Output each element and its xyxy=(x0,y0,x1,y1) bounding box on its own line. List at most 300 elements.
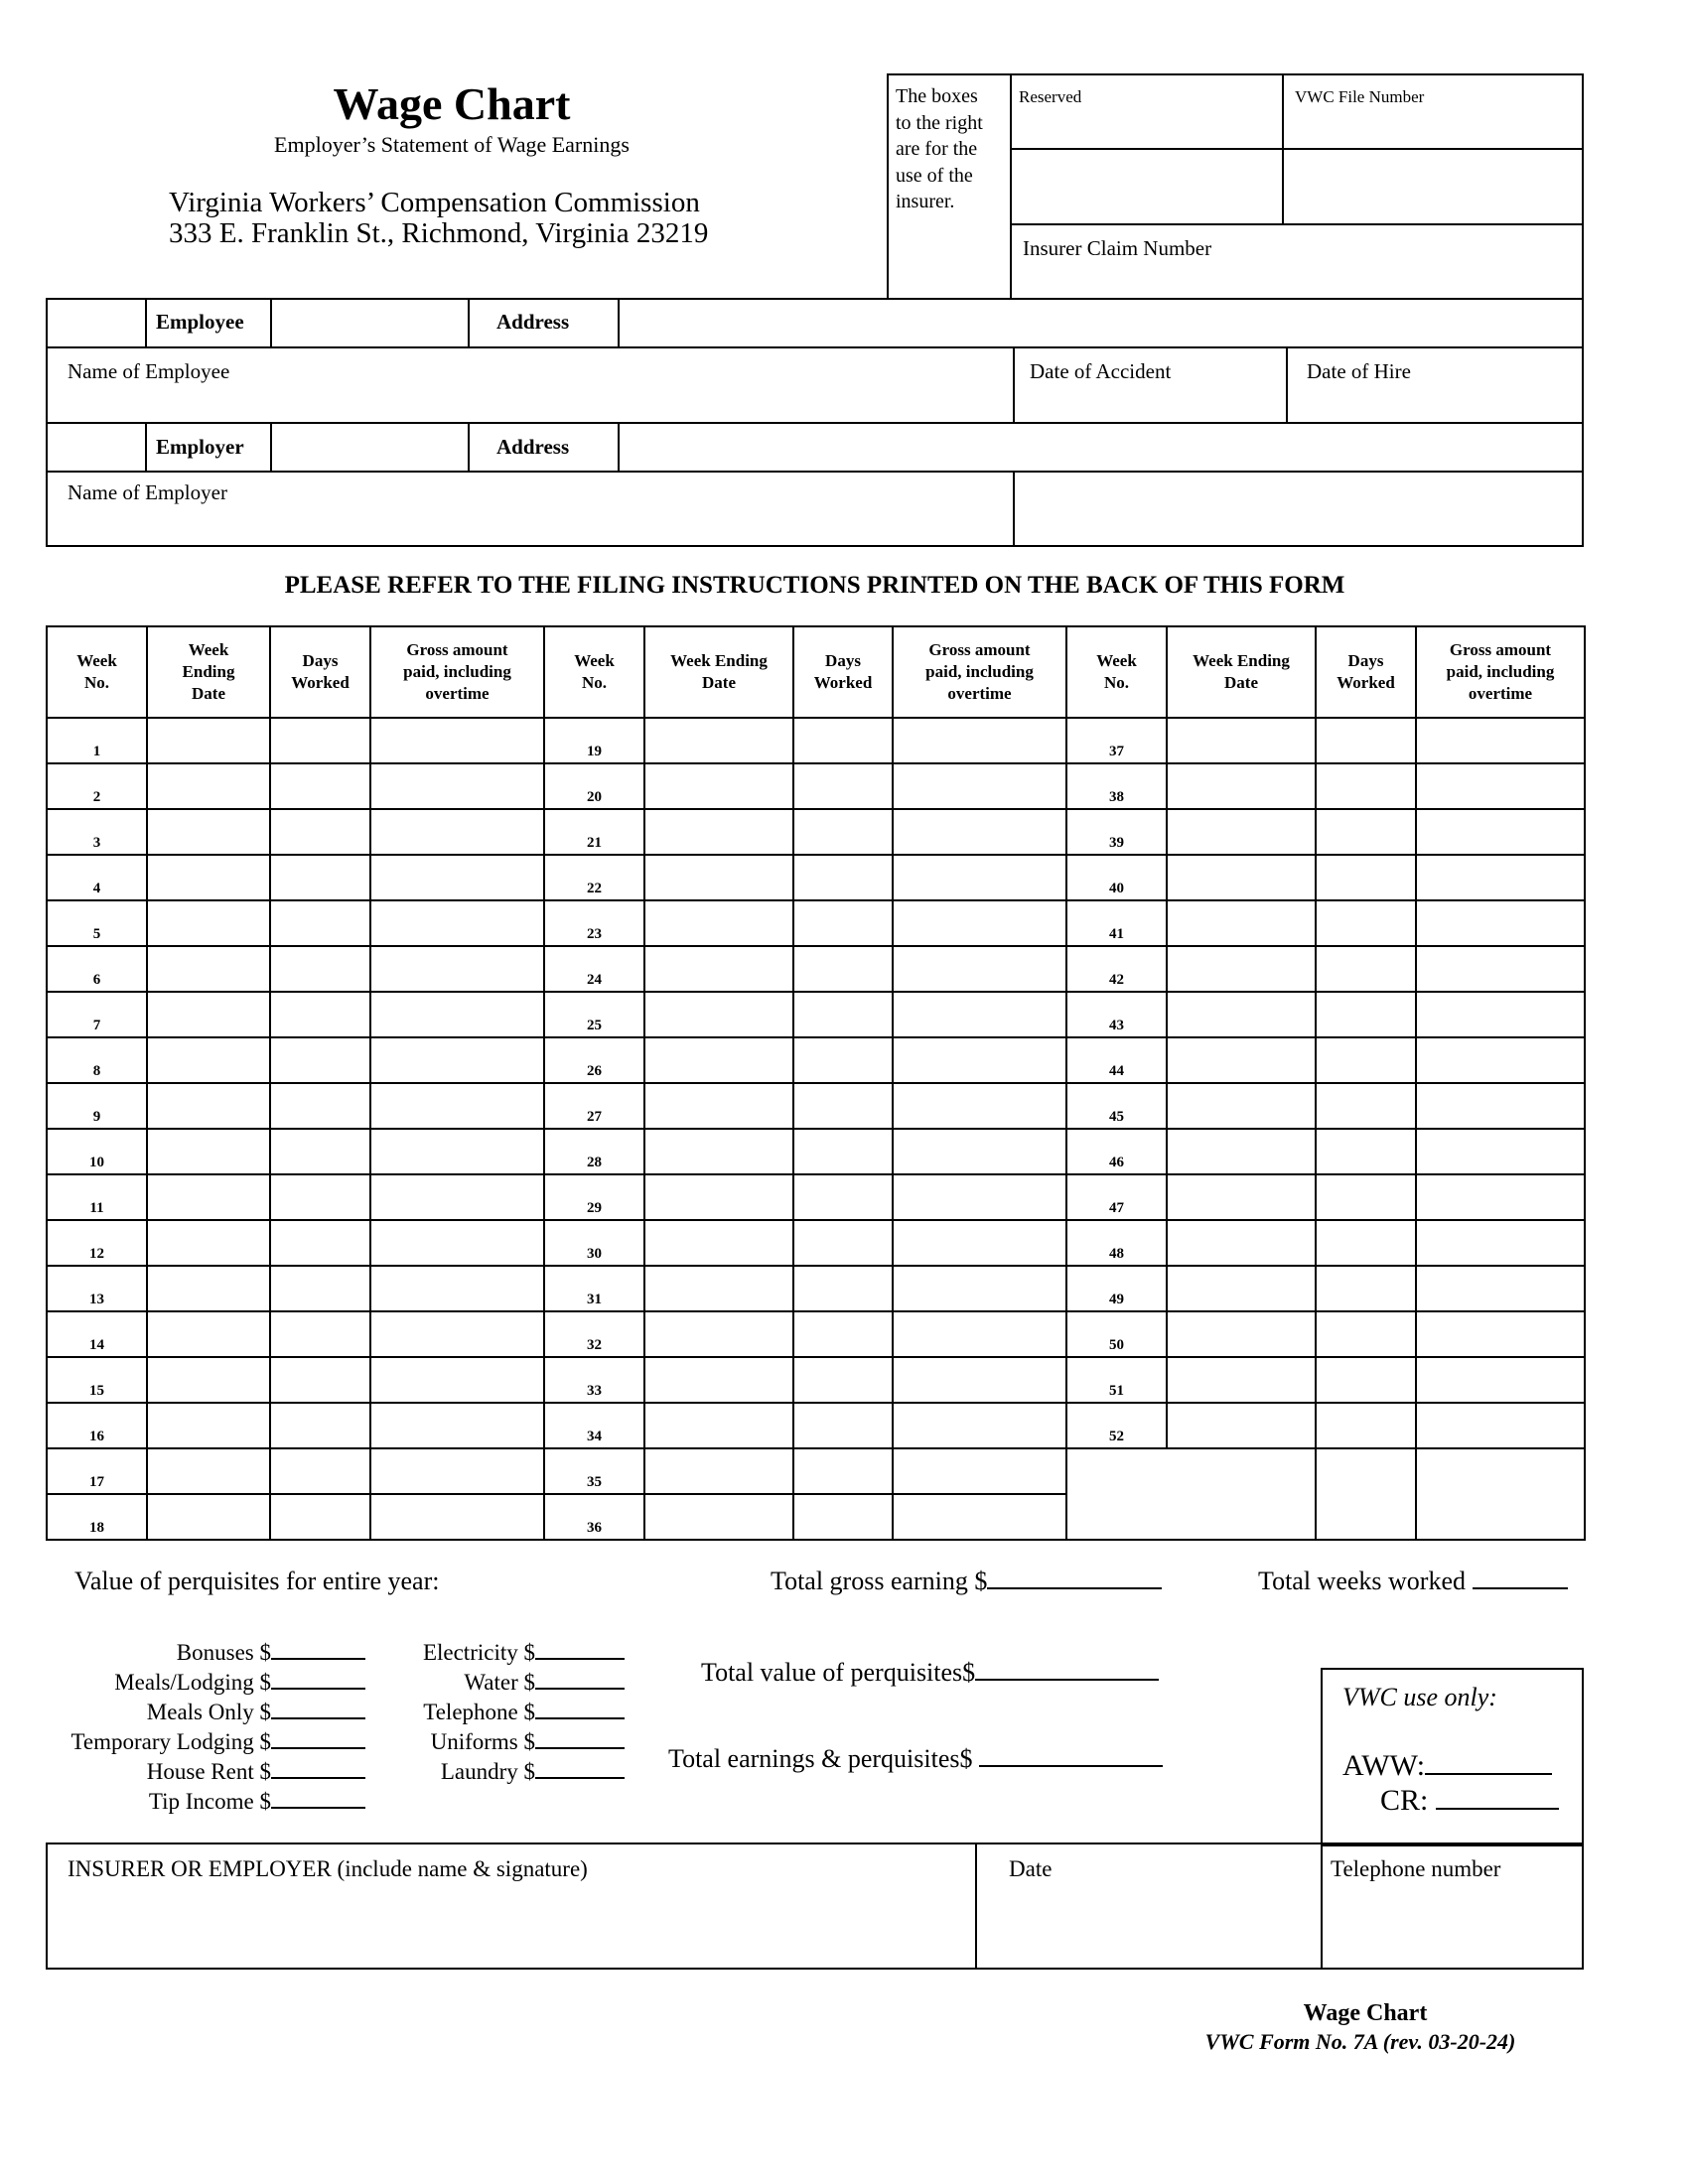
days-worked-cell[interactable] xyxy=(270,1174,370,1220)
total-gross-field[interactable] xyxy=(987,1568,1162,1589)
perquisite-label: Water xyxy=(464,1670,518,1695)
week-ending-date-cell[interactable] xyxy=(644,718,793,763)
week-ending-date-cell[interactable] xyxy=(147,809,270,855)
week-number: 20 xyxy=(544,763,644,809)
gross-amount-cell[interactable] xyxy=(893,1037,1066,1083)
week-number: 33 xyxy=(544,1357,644,1403)
gross-amount-cell[interactable] xyxy=(370,1266,544,1311)
week-number: 7 xyxy=(47,992,147,1037)
week-ending-date-cell[interactable] xyxy=(644,1494,793,1540)
week-number: 28 xyxy=(544,1129,644,1174)
reserved-label: Reserved xyxy=(1019,87,1082,106)
gross-amount-cell[interactable] xyxy=(893,1494,1066,1540)
gross-amount-cell[interactable] xyxy=(1416,1220,1585,1266)
telephone-number-label: Telephone number xyxy=(1331,1856,1501,1881)
gross-amount-cell[interactable] xyxy=(893,1311,1066,1357)
perquisite-row xyxy=(149,1787,365,1815)
gross-amount-cell[interactable] xyxy=(893,1129,1066,1174)
header-week-ending: Week Ending Date xyxy=(1167,626,1316,718)
perquisite-label: Bonuses xyxy=(176,1640,254,1665)
week-ending-date-cell[interactable] xyxy=(1167,809,1316,855)
aww-label: AWW: xyxy=(1342,1749,1426,1782)
gross-amount-cell[interactable] xyxy=(893,763,1066,809)
signature-date-field[interactable] xyxy=(993,1896,1315,1958)
week-ending-date-cell[interactable] xyxy=(147,1311,270,1357)
gross-amount-cell[interactable] xyxy=(370,900,544,946)
blank-cell xyxy=(1316,1448,1416,1540)
insurer-note: The boxes to the right are for the use of the insurer. xyxy=(896,85,983,212)
perquisite-amount-field[interactable] xyxy=(535,1727,625,1749)
total-value-perq-field[interactable] xyxy=(975,1659,1159,1681)
perquisite-amount-field[interactable] xyxy=(271,1698,365,1719)
cr-row xyxy=(1380,1784,1559,1818)
days-worked-cell[interactable] xyxy=(793,1037,893,1083)
week-number: 1 xyxy=(47,718,147,763)
gross-amount-cell[interactable] xyxy=(370,992,544,1037)
blank-cell xyxy=(1416,1448,1585,1540)
week-ending-date-cell[interactable] xyxy=(147,1357,270,1403)
week-ending-date-cell[interactable] xyxy=(147,763,270,809)
perquisite-row xyxy=(114,1668,365,1696)
employee-name-field[interactable] xyxy=(68,387,1005,419)
days-worked-cell[interactable] xyxy=(270,1037,370,1083)
week-ending-date-cell[interactable] xyxy=(1167,992,1316,1037)
week-ending-date-cell[interactable] xyxy=(1167,946,1316,992)
perquisite-amount-field[interactable] xyxy=(271,1727,365,1749)
total-earn-perq-label: Total earnings & perquisites$ xyxy=(668,1744,973,1773)
days-worked-cell[interactable] xyxy=(793,946,893,992)
employer-address-label: Address xyxy=(496,435,570,459)
perquisite-row xyxy=(431,1727,625,1755)
week-number: 15 xyxy=(47,1357,147,1403)
perquisite-label: Meals Only xyxy=(146,1700,254,1724)
week-number: 45 xyxy=(1066,1083,1167,1129)
gross-amount-cell[interactable] xyxy=(893,1357,1066,1403)
week-ending-date-cell[interactable] xyxy=(147,992,270,1037)
vwc-file-number-label: VWC File Number xyxy=(1295,87,1425,106)
days-worked-cell[interactable] xyxy=(1316,1083,1416,1129)
week-number: 34 xyxy=(544,1403,644,1448)
days-worked-cell[interactable] xyxy=(793,1266,893,1311)
employer-address-field[interactable] xyxy=(626,428,1573,468)
week-number: 16 xyxy=(47,1403,147,1448)
week-number: 42 xyxy=(1066,946,1167,992)
days-worked-cell[interactable] xyxy=(1316,1357,1416,1403)
gross-amount-cell[interactable] xyxy=(370,1448,544,1494)
week-ending-date-cell[interactable] xyxy=(147,718,270,763)
perquisite-label: Laundry xyxy=(440,1759,518,1784)
header-gross: Gross amount paid, including overtime xyxy=(1416,626,1585,718)
gross-amount-cell[interactable] xyxy=(1416,1083,1585,1129)
table-row xyxy=(47,1037,1585,1083)
table-row xyxy=(47,1448,1585,1494)
days-worked-cell[interactable] xyxy=(793,992,893,1037)
table-row xyxy=(47,946,1585,992)
days-worked-cell[interactable] xyxy=(1316,1266,1416,1311)
gross-amount-cell[interactable] xyxy=(370,809,544,855)
employer-label: Employer xyxy=(156,435,244,459)
header-week-ending: Week Ending Date xyxy=(147,626,270,718)
dollar-sign: $ xyxy=(259,1759,271,1784)
perquisite-label: Temporary Lodging xyxy=(70,1729,254,1754)
days-worked-cell[interactable] xyxy=(270,946,370,992)
gross-amount-cell[interactable] xyxy=(893,718,1066,763)
days-worked-cell[interactable] xyxy=(793,900,893,946)
total-weeks-worked xyxy=(1258,1567,1568,1596)
date-of-hire-field[interactable] xyxy=(1307,387,1574,419)
dollar-sign: $ xyxy=(259,1670,271,1695)
gross-amount-cell[interactable] xyxy=(370,1311,544,1357)
dollar-sign: $ xyxy=(259,1729,271,1754)
days-worked-cell[interactable] xyxy=(270,763,370,809)
gross-amount-cell[interactable] xyxy=(1416,1266,1585,1311)
week-ending-date-cell[interactable] xyxy=(644,1403,793,1448)
total-value-perquisites xyxy=(701,1658,1159,1688)
days-worked-cell[interactable] xyxy=(270,1357,370,1403)
week-ending-date-cell[interactable] xyxy=(147,1448,270,1494)
table-row xyxy=(47,1357,1585,1403)
days-worked-cell[interactable] xyxy=(270,900,370,946)
gross-amount-cell[interactable] xyxy=(1416,1357,1585,1403)
gross-amount-cell[interactable] xyxy=(1416,763,1585,809)
total-gross-earning xyxy=(771,1567,1162,1596)
days-worked-cell[interactable] xyxy=(793,763,893,809)
gross-amount-cell[interactable] xyxy=(370,763,544,809)
table-row xyxy=(47,1266,1585,1311)
days-worked-cell[interactable] xyxy=(270,1266,370,1311)
gross-amount-cell[interactable] xyxy=(1416,1129,1585,1174)
week-ending-date-cell[interactable] xyxy=(1167,718,1316,763)
days-worked-cell[interactable] xyxy=(1316,855,1416,900)
week-ending-date-cell[interactable] xyxy=(644,1037,793,1083)
employee-address-label: Address xyxy=(496,310,570,334)
gross-amount-cell[interactable] xyxy=(370,946,544,992)
week-number: 3 xyxy=(47,809,147,855)
gross-amount-cell[interactable] xyxy=(893,1220,1066,1266)
week-ending-date-cell[interactable] xyxy=(644,1220,793,1266)
perquisites-title: Value of perquisites for entire year: xyxy=(74,1567,440,1595)
gross-amount-cell[interactable] xyxy=(370,718,544,763)
week-number: 13 xyxy=(47,1266,147,1311)
perquisite-row xyxy=(147,1698,365,1725)
perquisite-amount-field[interactable] xyxy=(271,1787,365,1809)
total-weeks-field[interactable] xyxy=(1473,1568,1568,1589)
gross-amount-cell[interactable] xyxy=(893,1403,1066,1448)
week-number: 21 xyxy=(544,809,644,855)
employer-name-field[interactable] xyxy=(68,508,1005,544)
perquisite-row xyxy=(70,1727,365,1755)
employee-label: Employee xyxy=(156,310,244,334)
week-number: 19 xyxy=(544,718,644,763)
perquisite-label: Electricity xyxy=(422,1640,518,1665)
header-week-no: Week No. xyxy=(47,626,147,718)
perquisite-amount-field[interactable] xyxy=(271,1638,365,1660)
week-number: 10 xyxy=(47,1129,147,1174)
cr-field[interactable] xyxy=(1436,1784,1559,1810)
week-ending-date-cell[interactable] xyxy=(644,946,793,992)
header-week-no: Week No. xyxy=(1066,626,1167,718)
agency-name: Virginia Workers’ Compensation Commission xyxy=(169,187,700,218)
date-of-hire-label: Date of Hire xyxy=(1307,359,1411,383)
gross-amount-cell[interactable] xyxy=(1416,718,1585,763)
days-worked-cell[interactable] xyxy=(270,1311,370,1357)
dollar-sign: $ xyxy=(523,1729,535,1754)
week-ending-date-cell[interactable] xyxy=(147,1129,270,1174)
week-number: 4 xyxy=(47,855,147,900)
days-worked-cell[interactable] xyxy=(793,1403,893,1448)
gross-amount-cell[interactable] xyxy=(370,1403,544,1448)
total-weeks-label: Total weeks worked xyxy=(1258,1567,1467,1595)
form-title: Wage Chart xyxy=(333,78,571,129)
date-of-accident-label: Date of Accident xyxy=(1030,359,1172,383)
week-number: 48 xyxy=(1066,1220,1167,1266)
insurer-box xyxy=(887,73,1584,300)
dollar-sign: $ xyxy=(259,1640,271,1665)
gross-amount-cell[interactable] xyxy=(893,1448,1066,1494)
week-ending-date-cell[interactable] xyxy=(147,946,270,992)
week-ending-date-cell[interactable] xyxy=(1167,1174,1316,1220)
gross-amount-cell[interactable] xyxy=(1416,809,1585,855)
week-ending-date-cell[interactable] xyxy=(644,992,793,1037)
week-ending-date-cell[interactable] xyxy=(1167,1083,1316,1129)
days-worked-cell[interactable] xyxy=(793,1311,893,1357)
week-number: 31 xyxy=(544,1266,644,1311)
days-worked-cell[interactable] xyxy=(793,1083,893,1129)
week-number: 29 xyxy=(544,1174,644,1220)
gross-amount-cell[interactable] xyxy=(1416,992,1585,1037)
gross-amount-cell[interactable] xyxy=(370,1220,544,1266)
days-worked-cell[interactable] xyxy=(1316,1129,1416,1174)
total-gross-label: Total gross earning $ xyxy=(771,1567,988,1595)
week-ending-date-cell[interactable] xyxy=(1167,900,1316,946)
gross-amount-cell[interactable] xyxy=(1416,1311,1585,1357)
days-worked-cell[interactable] xyxy=(793,1129,893,1174)
footer-form-title: Wage Chart xyxy=(1303,2000,1428,2026)
table-row xyxy=(47,763,1585,809)
week-ending-date-cell[interactable] xyxy=(147,1403,270,1448)
week-ending-date-cell[interactable] xyxy=(644,1448,793,1494)
week-ending-date-cell[interactable] xyxy=(147,1037,270,1083)
days-worked-cell[interactable] xyxy=(270,992,370,1037)
days-worked-cell[interactable] xyxy=(1316,763,1416,809)
total-earn-perq-field[interactable] xyxy=(979,1745,1163,1767)
total-earnings-perquisites xyxy=(668,1744,1163,1774)
days-worked-cell[interactable] xyxy=(793,1174,893,1220)
week-number: 30 xyxy=(544,1220,644,1266)
gross-amount-cell[interactable] xyxy=(370,855,544,900)
week-number: 38 xyxy=(1066,763,1167,809)
week-ending-date-cell[interactable] xyxy=(644,1129,793,1174)
days-worked-cell[interactable] xyxy=(270,1220,370,1266)
header-week-ending: Week Ending Date xyxy=(644,626,793,718)
week-ending-date-cell[interactable] xyxy=(1167,855,1316,900)
week-number: 35 xyxy=(544,1448,644,1494)
week-ending-date-cell[interactable] xyxy=(1167,1220,1316,1266)
table-row xyxy=(47,1220,1585,1266)
week-number: 49 xyxy=(1066,1266,1167,1311)
week-number: 51 xyxy=(1066,1357,1167,1403)
days-worked-cell[interactable] xyxy=(1316,1220,1416,1266)
date-of-accident-field[interactable] xyxy=(1030,387,1277,419)
perquisite-amount-field[interactable] xyxy=(271,1757,365,1779)
insurer-claim-number-label: Insurer Claim Number xyxy=(1023,236,1212,260)
perquisite-row xyxy=(177,1638,365,1666)
insurer-employer-label: INSURER OR EMPLOYER (include name & signature) xyxy=(68,1856,588,1881)
gross-amount-cell[interactable] xyxy=(893,900,1066,946)
week-number: 6 xyxy=(47,946,147,992)
telephone-field[interactable] xyxy=(1331,1896,1578,1958)
days-worked-cell[interactable] xyxy=(793,809,893,855)
week-ending-date-cell[interactable] xyxy=(1167,1129,1316,1174)
days-worked-cell[interactable] xyxy=(793,1220,893,1266)
days-worked-cell[interactable] xyxy=(270,1403,370,1448)
days-worked-cell[interactable] xyxy=(793,1448,893,1494)
vwc-use-only-title: VWC use only: xyxy=(1342,1683,1497,1711)
week-number: 43 xyxy=(1066,992,1167,1037)
gross-amount-cell[interactable] xyxy=(893,1266,1066,1311)
header-days-worked: Days Worked xyxy=(270,626,370,718)
table-row xyxy=(47,855,1585,900)
week-ending-date-cell[interactable] xyxy=(644,855,793,900)
days-worked-cell[interactable] xyxy=(793,855,893,900)
week-ending-date-cell[interactable] xyxy=(147,1174,270,1220)
days-worked-cell[interactable] xyxy=(793,1357,893,1403)
perquisite-amount-field[interactable] xyxy=(535,1698,625,1719)
perquisite-row xyxy=(464,1668,625,1696)
week-number: 27 xyxy=(544,1083,644,1129)
gross-amount-cell[interactable] xyxy=(893,809,1066,855)
perquisite-amount-field[interactable] xyxy=(271,1668,365,1690)
week-number: 37 xyxy=(1066,718,1167,763)
gross-amount-cell[interactable] xyxy=(370,1083,544,1129)
perquisite-amount-field[interactable] xyxy=(535,1668,625,1690)
perquisite-amount-field[interactable] xyxy=(535,1757,625,1779)
total-value-perq-label: Total value of perquisites$ xyxy=(701,1658,976,1687)
days-worked-cell[interactable] xyxy=(1316,900,1416,946)
perquisite-label: Tip Income xyxy=(148,1789,254,1814)
week-ending-date-cell[interactable] xyxy=(147,1494,270,1540)
days-worked-cell[interactable] xyxy=(270,1083,370,1129)
header-days-worked: Days Worked xyxy=(793,626,893,718)
week-ending-date-cell[interactable] xyxy=(147,900,270,946)
cr-label: CR: xyxy=(1380,1784,1429,1817)
agency-address: 333 E. Franklin St., Richmond, Virginia 23219 xyxy=(169,217,709,249)
gross-amount-cell[interactable] xyxy=(1416,900,1585,946)
week-ending-date-cell[interactable] xyxy=(1167,1357,1316,1403)
days-worked-cell[interactable] xyxy=(270,855,370,900)
days-worked-cell[interactable] xyxy=(1316,1174,1416,1220)
gross-amount-cell[interactable] xyxy=(893,1083,1066,1129)
gross-amount-cell[interactable] xyxy=(370,1174,544,1220)
gross-amount-cell[interactable] xyxy=(370,1357,544,1403)
table-row xyxy=(47,718,1585,763)
days-worked-cell[interactable] xyxy=(793,718,893,763)
week-ending-date-cell[interactable] xyxy=(147,1083,270,1129)
header-gross: Gross amount paid, including overtime xyxy=(893,626,1066,718)
table-row xyxy=(47,992,1585,1037)
days-worked-cell[interactable] xyxy=(270,809,370,855)
perquisite-label: Meals/Lodging xyxy=(114,1670,254,1695)
perquisite-row xyxy=(441,1757,625,1785)
days-worked-cell[interactable] xyxy=(1316,718,1416,763)
gross-amount-cell[interactable] xyxy=(893,992,1066,1037)
days-worked-cell[interactable] xyxy=(1316,992,1416,1037)
perquisite-label: Uniforms xyxy=(430,1729,518,1754)
week-ending-date-cell[interactable] xyxy=(1167,1403,1316,1448)
week-ending-date-cell[interactable] xyxy=(644,1311,793,1357)
gross-amount-cell[interactable] xyxy=(893,855,1066,900)
week-number: 52 xyxy=(1066,1403,1167,1448)
week-number: 47 xyxy=(1066,1174,1167,1220)
perquisite-amount-field[interactable] xyxy=(535,1638,625,1660)
signature-date-label: Date xyxy=(1009,1856,1053,1881)
week-ending-date-cell[interactable] xyxy=(644,1357,793,1403)
blank-cell xyxy=(1066,1448,1316,1540)
signature-field[interactable] xyxy=(68,1896,965,1958)
days-worked-cell[interactable] xyxy=(1316,1311,1416,1357)
gross-amount-cell[interactable] xyxy=(370,1037,544,1083)
days-worked-cell[interactable] xyxy=(270,1448,370,1494)
week-number: 14 xyxy=(47,1311,147,1357)
employee-address-field[interactable] xyxy=(626,304,1573,343)
week-ending-date-cell[interactable] xyxy=(147,855,270,900)
days-worked-cell[interactable] xyxy=(1316,1403,1416,1448)
week-ending-date-cell[interactable] xyxy=(1167,1037,1316,1083)
days-worked-cell[interactable] xyxy=(270,1129,370,1174)
week-ending-date-cell[interactable] xyxy=(644,1174,793,1220)
gross-amount-cell[interactable] xyxy=(370,1494,544,1540)
aww-field[interactable] xyxy=(1425,1749,1552,1775)
days-worked-cell[interactable] xyxy=(1316,1037,1416,1083)
gross-amount-cell[interactable] xyxy=(370,1129,544,1174)
week-number: 17 xyxy=(47,1448,147,1494)
gross-amount-cell[interactable] xyxy=(1416,946,1585,992)
week-ending-date-cell[interactable] xyxy=(644,809,793,855)
week-number: 9 xyxy=(47,1083,147,1129)
week-ending-date-cell[interactable] xyxy=(147,1266,270,1311)
week-ending-date-cell[interactable] xyxy=(644,763,793,809)
perquisite-row xyxy=(147,1757,365,1785)
days-worked-cell[interactable] xyxy=(1316,809,1416,855)
days-worked-cell[interactable] xyxy=(793,1494,893,1540)
week-ending-date-cell[interactable] xyxy=(1167,763,1316,809)
header-gross: Gross amount paid, including overtime xyxy=(370,626,544,718)
week-ending-date-cell[interactable] xyxy=(147,1220,270,1266)
week-ending-date-cell[interactable] xyxy=(644,1266,793,1311)
week-number: 44 xyxy=(1066,1037,1167,1083)
week-number: 50 xyxy=(1066,1311,1167,1357)
gross-amount-cell[interactable] xyxy=(893,946,1066,992)
table-row xyxy=(47,1311,1585,1357)
dollar-sign: $ xyxy=(259,1789,271,1814)
week-ending-date-cell[interactable] xyxy=(644,900,793,946)
week-number: 24 xyxy=(544,946,644,992)
days-worked-cell[interactable] xyxy=(270,718,370,763)
gross-amount-cell[interactable] xyxy=(893,1174,1066,1220)
gross-amount-cell[interactable] xyxy=(1416,855,1585,900)
gross-amount-cell[interactable] xyxy=(1416,1403,1585,1448)
week-ending-date-cell[interactable] xyxy=(644,1083,793,1129)
gross-amount-cell[interactable] xyxy=(1416,1037,1585,1083)
wage-table xyxy=(46,625,1586,1541)
week-ending-date-cell[interactable] xyxy=(1167,1266,1316,1311)
week-ending-date-cell[interactable] xyxy=(1167,1311,1316,1357)
days-worked-cell[interactable] xyxy=(1316,946,1416,992)
table-row xyxy=(47,900,1585,946)
gross-amount-cell[interactable] xyxy=(1416,1174,1585,1220)
form-subtitle: Employer’s Statement of Wage Earnings xyxy=(274,132,630,157)
days-worked-cell[interactable] xyxy=(270,1494,370,1540)
